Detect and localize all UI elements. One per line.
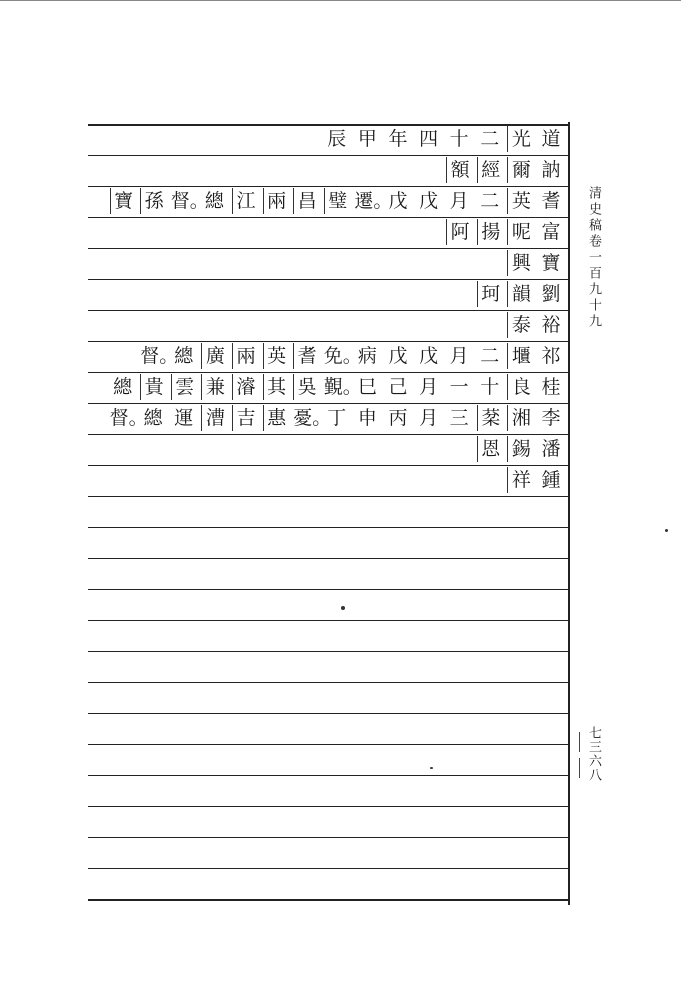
- glyph-cell: 月: [449, 345, 469, 367]
- glyph-cell: 月: [449, 190, 469, 212]
- row-rule: [88, 868, 568, 869]
- table-right-border: [568, 122, 570, 905]
- glyph-cell: 濬: [232, 374, 259, 400]
- side-title: 清史稿卷一百九十九: [586, 186, 601, 330]
- glyph-cell: 阿: [446, 219, 473, 245]
- glyph-cell: 李: [541, 407, 561, 429]
- glyph-cell: 興: [507, 250, 534, 276]
- glyph-cell: 二: [480, 128, 500, 150]
- glyph-cell: 甲: [357, 128, 377, 150]
- glyph-cell: 申: [357, 407, 377, 429]
- row-rule: [88, 744, 568, 745]
- page-number: 七三六八: [586, 726, 601, 782]
- glyph-cell: 年: [388, 128, 408, 150]
- glyph-cell: 月: [419, 376, 439, 398]
- glyph-cell: 漕: [201, 405, 228, 431]
- glyph-cell: 雲: [171, 374, 198, 400]
- row-rule: [88, 496, 568, 497]
- glyph-cell: 道: [541, 128, 561, 150]
- row-rule: [88, 589, 568, 590]
- table-row: [88, 341, 568, 371]
- glyph-cell: 督。: [170, 190, 209, 212]
- row-rule: [88, 713, 568, 714]
- glyph-cell: 吳: [293, 374, 320, 400]
- glyph-cell: 英: [507, 188, 534, 214]
- table-row: [88, 186, 568, 216]
- glyph-cell: 昌: [293, 188, 320, 214]
- glyph-cell: 江: [232, 188, 259, 214]
- glyph-cell: 英: [263, 343, 290, 369]
- scan-top-edge: [0, 0, 681, 1]
- glyph-cell: 二: [480, 345, 500, 367]
- glyph-cell: 棻: [477, 405, 504, 431]
- glyph-cell: 韻: [507, 281, 534, 307]
- glyph-cell: 劉: [541, 283, 561, 305]
- table-row: [88, 248, 568, 278]
- glyph-cell: 戊: [388, 190, 408, 212]
- glyph-cell: 覲。: [323, 376, 362, 398]
- glyph-cell: 遷。: [354, 190, 393, 212]
- glyph-cell: 祁: [541, 345, 561, 367]
- glyph-cell: 貴: [140, 374, 167, 400]
- row-rule: [88, 558, 568, 559]
- glyph-cell: 寶: [110, 188, 137, 214]
- edge-mark: [579, 732, 580, 752]
- glyph-cell: 恩: [477, 436, 504, 462]
- table-row: [88, 124, 568, 154]
- glyph-cell: 惠: [263, 405, 290, 431]
- glyph-cell: 兼: [201, 374, 228, 400]
- glyph-cell: 兩: [232, 343, 259, 369]
- table-row: [88, 465, 568, 495]
- row-rule: [88, 527, 568, 528]
- glyph-cell: 戊: [388, 345, 408, 367]
- table-row: [88, 372, 568, 402]
- glyph-cell: 戊: [419, 345, 439, 367]
- glyph-cell: 璧: [324, 188, 351, 214]
- row-rule: [88, 620, 568, 621]
- glyph-cell: 督。: [140, 345, 179, 367]
- glyph-cell: 辰: [327, 128, 347, 150]
- glyph-cell: 光: [507, 126, 534, 152]
- glyph-cell: 桂: [541, 376, 561, 398]
- row-rule: [88, 775, 568, 776]
- glyph-cell: 總: [174, 345, 194, 367]
- table-row: [88, 434, 568, 464]
- row-rule: [88, 682, 568, 683]
- glyph-cell: 總: [113, 376, 133, 398]
- glyph-cell: 十: [480, 376, 500, 398]
- glyph-cell: 孫: [140, 188, 167, 214]
- glyph-cell: 祥: [507, 467, 534, 493]
- ink-speck: [341, 606, 345, 610]
- glyph-cell: 爾: [507, 157, 534, 183]
- ink-speck: [665, 529, 668, 532]
- row-rule: [88, 899, 568, 901]
- glyph-cell: 一: [449, 376, 469, 398]
- glyph-cell: 富: [541, 221, 561, 243]
- glyph-cell: 病: [357, 345, 377, 367]
- glyph-cell: 總: [143, 407, 163, 429]
- glyph-cell: 丙: [388, 407, 408, 429]
- glyph-cell: 兩: [263, 188, 290, 214]
- glyph-cell: 耆: [293, 343, 320, 369]
- glyph-cell: 免。: [323, 345, 362, 367]
- glyph-cell: 裕: [541, 314, 561, 336]
- ink-speck: [430, 767, 433, 769]
- glyph-cell: 訥: [541, 159, 561, 181]
- glyph-cell: 吉: [232, 405, 259, 431]
- table-row: [88, 310, 568, 340]
- glyph-cell: 耆: [541, 190, 561, 212]
- glyph-cell: 巳: [357, 376, 377, 398]
- glyph-cell: 鍾: [541, 469, 561, 491]
- row-rule: [88, 651, 568, 652]
- glyph-cell: 二: [480, 190, 500, 212]
- glyph-cell: 錫: [507, 436, 534, 462]
- glyph-cell: 督。: [109, 407, 148, 429]
- glyph-cell: 呢: [507, 219, 534, 245]
- glyph-cell: 戊: [419, 190, 439, 212]
- glyph-cell: 額: [446, 157, 473, 183]
- glyph-cell: 總: [204, 190, 224, 212]
- glyph-cell: 三: [449, 407, 469, 429]
- glyph-cell: 月: [419, 407, 439, 429]
- glyph-cell: 其: [263, 374, 290, 400]
- glyph-cell: 廣: [201, 343, 228, 369]
- glyph-cell: 運: [174, 407, 194, 429]
- table-row: [88, 217, 568, 247]
- glyph-cell: 湘: [507, 405, 534, 431]
- table-row: [88, 279, 568, 309]
- glyph-cell: 丁: [327, 407, 347, 429]
- glyph-cell: 珂: [477, 281, 504, 307]
- glyph-cell: 憂。: [293, 407, 332, 429]
- glyph-cell: 十: [449, 128, 469, 150]
- glyph-cell: 寶: [541, 252, 561, 274]
- table-row: [88, 155, 568, 185]
- glyph-cell: 四: [419, 128, 439, 150]
- edge-mark: [579, 758, 580, 778]
- glyph-cell: 經: [477, 157, 504, 183]
- row-rule: [88, 837, 568, 838]
- glyph-cell: 己: [388, 376, 408, 398]
- table-row: [88, 403, 568, 433]
- glyph-cell: 揚: [477, 219, 504, 245]
- row-rule: [88, 806, 568, 807]
- glyph-cell: 㙺: [507, 343, 534, 369]
- glyph-cell: 泰: [507, 312, 534, 338]
- glyph-cell: 潘: [541, 438, 561, 460]
- glyph-cell: 良: [507, 374, 534, 400]
